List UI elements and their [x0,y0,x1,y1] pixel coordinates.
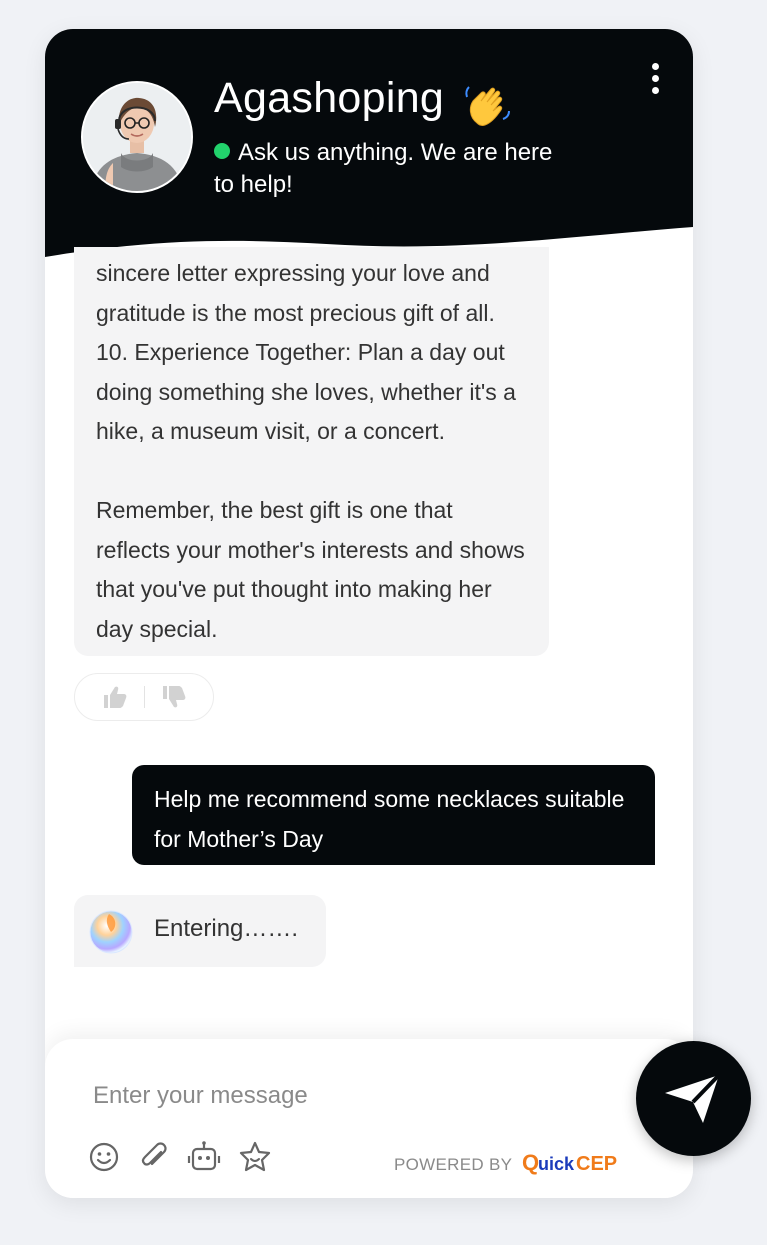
bot-message: sincere letter expressing your love and gratitude is the most precious gift of all. 10. Experience Together: Plan a day out doing something she loves, whether it's a hike, a museum visit, or a concert. Remember, the best gift is one that reflects your mother's interests and shows that you've put thought into making her day special. [74,247,549,656]
star-face-icon[interactable] [238,1140,272,1174]
robot-icon[interactable] [187,1140,221,1174]
composer [45,1039,693,1198]
waving-hand-icon [463,83,513,127]
thumbs-down-icon[interactable] [161,685,187,709]
svg-text:uick: uick [538,1154,575,1174]
chat-title: Agashoping [214,74,445,122]
ai-orb-icon [87,908,135,956]
status-line [214,137,554,201]
user-message: Help me recommend some necklaces suitable for Mother’s Day [132,765,655,865]
message-input[interactable] [91,1077,575,1115]
svg-text:CEP: CEP [576,1153,618,1175]
feedback-bar [74,673,214,721]
feedback-separator [144,686,145,708]
online-dot-icon [214,143,230,159]
send-icon [663,1071,723,1127]
chat-header [45,29,693,259]
more-vertical-icon[interactable] [645,63,665,103]
thumbs-up-icon[interactable] [102,685,128,709]
typing-text: Entering……. [154,915,299,942]
typing-indicator [74,895,326,967]
quickcep-logo[interactable] [522,1147,622,1177]
agent-avatar [81,81,193,193]
chat-widget [45,29,693,1198]
send-button[interactable] [636,1041,751,1156]
status-text: Ask us anything. We are here to help! [214,139,553,198]
paperclip-icon[interactable] [137,1140,171,1174]
message-list [45,245,693,1040]
agent-portrait-icon [83,83,191,191]
powered-by-label: POWERED BY [394,1155,513,1174]
svg-text:Q: Q [522,1150,540,1175]
emoji-icon[interactable] [87,1140,121,1174]
